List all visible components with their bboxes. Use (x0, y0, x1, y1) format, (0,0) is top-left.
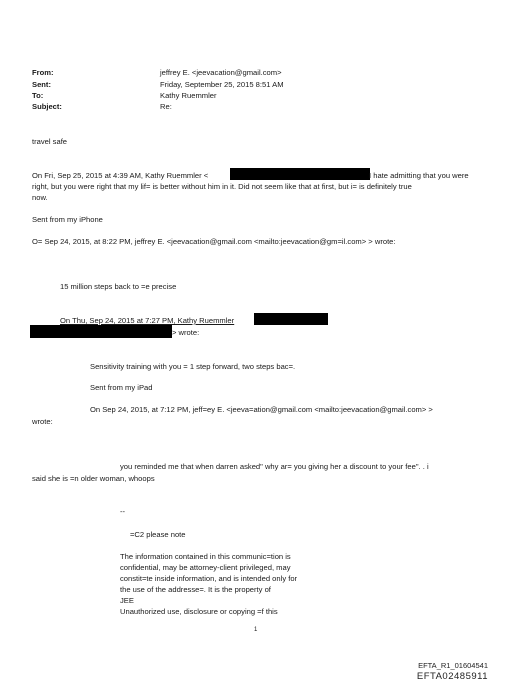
to-label: To: (32, 91, 44, 100)
darren-line2: said she is =n older woman, whoops (32, 474, 155, 483)
disclaimer-line: the use of the addresse=. It is the property of (120, 585, 271, 594)
sensitivity-text: Sensitivity training with you = 1 step forward, two steps bac=. (90, 362, 296, 371)
signature-dashes: -- (120, 507, 126, 516)
quote1-end: I hate admitting that you were (369, 171, 469, 180)
bates-id-2: EFTA02485911 (416, 671, 488, 682)
c2-note: =C2 please note (130, 530, 186, 539)
quote3-end: > wrote: (172, 328, 200, 337)
from-label: From: (32, 68, 54, 77)
wrote-text: wrote: (32, 417, 53, 426)
subject-label: Subject: (32, 102, 62, 111)
from-value: jeffrey E. <jeevacation@gmail.com> (160, 68, 282, 77)
sent-label: Sent: (32, 80, 51, 89)
steps-text: 15 million steps back to =e precise (60, 282, 177, 291)
quote1-line2: right, but you were right that my lif= is better without him in it. Did not seem like that at first, but i= is definitely true (32, 182, 412, 191)
to-value: Kathy Ruemmler (160, 91, 217, 100)
sent-from-ipad: Sent from my iPad (90, 383, 153, 392)
quote3-start: On Thu, Sep 24, 2015 at 7:27 PM, Kathy Ruemmler (60, 316, 235, 325)
redaction-box (254, 313, 328, 325)
disclaimer-line: constit=te inside information, and is intended only for (120, 574, 298, 583)
quote4-header: On Sep 24, 2015, at 7:12 PM, jeff=ey E. <jeeva=ation@gmail.com <mailto:jeevacation@gmail.com> > (90, 405, 433, 414)
disclaimer-line: confidential, may be attorney-client privileged, may (120, 563, 291, 572)
sent-value: Friday, September 25, 2015 8:51 AM (160, 80, 284, 89)
quote1-start: On Fri, Sep 25, 2015 at 4:39 AM, Kathy Ruemmler < (32, 171, 209, 180)
redaction-box (30, 325, 172, 338)
redaction-box (230, 168, 370, 180)
quote1-line3: now. (32, 193, 48, 202)
disclaimer-line: The information contained in this communic=tion is (120, 552, 291, 561)
subject-value: Re: (160, 102, 172, 111)
disclaimer-line: JEE (120, 596, 134, 605)
disclaimer-line: Unauthorized use, disclosure or copying =f this (120, 607, 278, 616)
darren-line1: you reminded me that when darren asked" why ar= you giving her a discount to your fee". . i (120, 462, 429, 471)
page-number: 1 (254, 627, 258, 633)
bates-id-1: EFTA_R1_01604541 (418, 661, 488, 670)
reply-text: travel safe (32, 137, 68, 146)
sent-from-iphone: Sent from my iPhone (32, 215, 103, 224)
quote2-header: O= Sep 24, 2015, at 8:22 PM, jeffrey E. <jeevacation@gmail.com <mailto:jeevacation@gm=il.com> > wrote: (32, 237, 396, 246)
